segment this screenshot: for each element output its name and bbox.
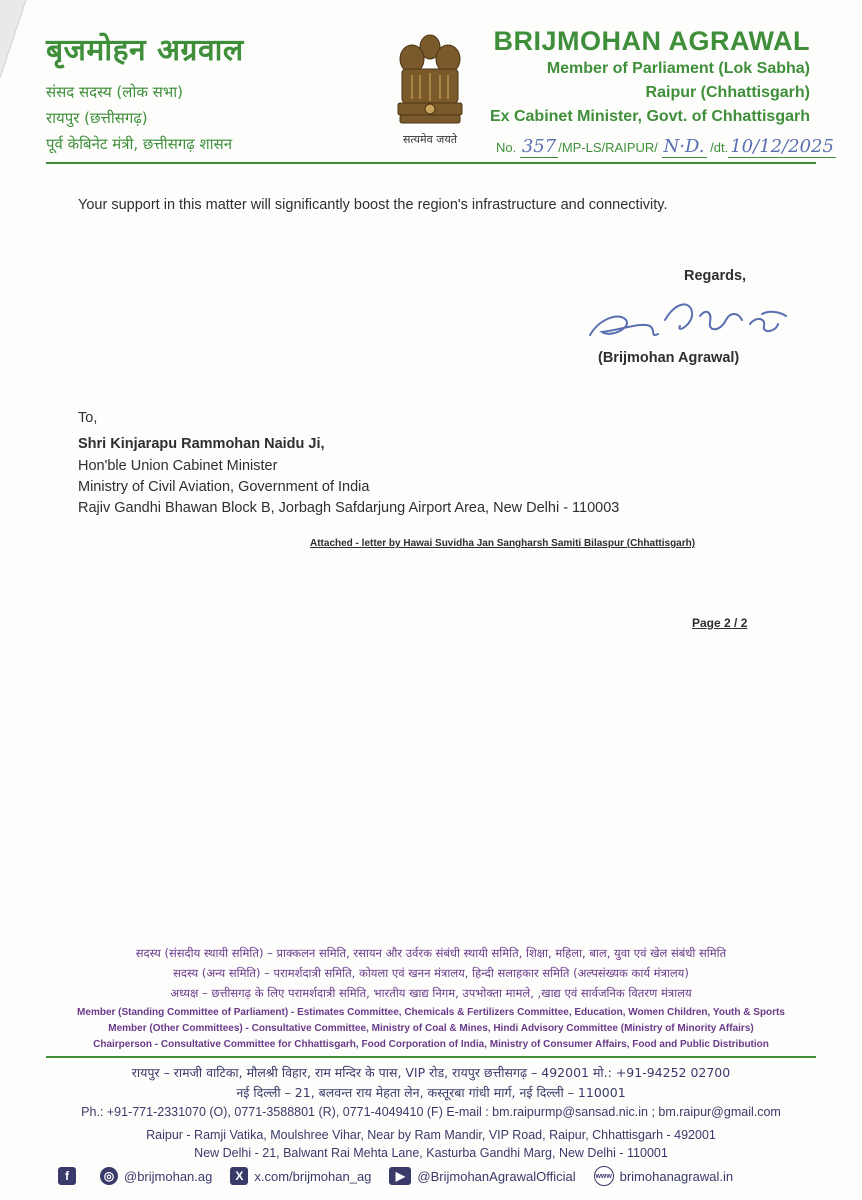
instagram-handle: @brijmohan.ag: [124, 1168, 213, 1184]
footer-committee-hindi-1: सदस्य (संसदीय स्थायी समिति) – प्राक्कलन समिति, रसायन और उर्वरक संबंधी स्थायी समिति, शिक्षा, महिला, बाल, युवा एवं खेल संबंधी समिति: [135, 946, 727, 960]
ref-place: N·D.: [663, 136, 705, 157]
signature-image: [580, 290, 810, 350]
footer-committee-hindi-2: सदस्य (अन्य समिति) – परामर्शदात्री समिति, कोयला एवं खनन मंत्रालय, हिन्दी सलाहकार समिति (अल्पसंख्यक कार्य मंत्रालय): [173, 966, 689, 980]
website-url: brimohanagrawal.in: [619, 1168, 734, 1184]
recipient-ministry: Ministry of Civil Aviation, Government of India: [78, 479, 370, 495]
regards-text: Regards,: [684, 268, 747, 284]
www-icon: www: [594, 1166, 614, 1186]
reference-line: [496, 136, 836, 157]
attachment-note: Attached - letter by Hawai Suvidha Jan Sangharsh Samiti Bilaspur (Chhattisgarh): [310, 538, 696, 549]
social-instagram[interactable]: [100, 1167, 212, 1185]
social-youtube[interactable]: [389, 1167, 575, 1185]
letterhead-location-hindi: रायपुर (छत्तीसगढ़): [46, 109, 148, 127]
recipient-address: Rajiv Gandhi Bhawan Block B, Jorbagh Safdarjung Airport Area, New Delhi - 110003: [78, 500, 620, 516]
letterhead-role-hindi: संसद सदस्य (लोक सभा): [46, 83, 184, 101]
footer-address-delhi-english: New Delhi - 21, Balwant Rai Mehta Lane, Kasturba Gandhi Marg, New Delhi - 110001: [194, 1146, 668, 1160]
youtube-handle: @BrijmohanAgrawalOfficial: [417, 1168, 576, 1184]
support-paragraph: Your support in this matter will significantly boost the region's infrastructure and connectivity.: [78, 197, 668, 213]
x-icon: X: [230, 1167, 248, 1185]
footer-committee-english-2: Member (Other Committees) - Consultative Committee, Ministry of Coal & Mines, Hindi Advisory Committee (Ministry of Minority Affairs): [108, 1023, 754, 1034]
letterhead-role-english: Member of Parliament (Lok Sabha): [546, 60, 810, 77]
social-website[interactable]: [594, 1166, 733, 1186]
footer-address-delhi-hindi: नई दिल्ली – 21, बलवन्त राय मेहता लेन, कस्तूरबा गांधी मार्ग, नई दिल्ली – 110001: [236, 1085, 626, 1100]
footer-committee-hindi-3: अध्यक्ष – छत्तीसगढ़ के लिए परामर्शदात्री समिति, भारतीय खाद्य निगम, उपभोक्ता मामले, ,खाद्य एवं सार्वजनिक वितरण मंत्रालय: [170, 986, 692, 1000]
footer-divider: [46, 1056, 816, 1058]
x-handle: x.com/brijmohan_ag: [254, 1168, 372, 1184]
letterhead-location-english: Raipur (Chhattisgarh): [645, 84, 810, 101]
letterhead-name-hindi: बृजमोहन अग्रवाल: [46, 33, 244, 68]
emblem-motto: सत्यमेव जयते: [402, 133, 457, 146]
instagram-icon: ◎: [100, 1167, 118, 1185]
footer-committee-english-3: Chairperson - Consultative Committee for Chhattisgarh, Food Corporation of India, Ministry of Consumer Affairs, Food and Public Distribution: [93, 1039, 769, 1050]
ref-number: 357: [521, 136, 557, 157]
footer-address-raipur-english: Raipur - Ramji Vatika, Moulshree Vihar, Near by Ram Mandir, VIP Road, Raipur, Chhattisgarh - 492001: [146, 1128, 716, 1142]
national-emblem-icon: [388, 20, 472, 140]
to-label: To,: [78, 410, 98, 426]
letterhead-former-role-hindi: पूर्व केबिनेट मंत्री, छत्तीसगढ़ शासन: [46, 135, 233, 153]
page-number: Page 2 / 2: [692, 616, 748, 630]
youtube-icon: ▶: [389, 1167, 411, 1185]
footer-contact-line: Ph.: +91-771-2331070 (O), 0771-3588801 (R), 0771-4049410 (F) E-mail : bm.raipurmp@sansad.nic.in ; bm.raipur@gmail.com: [81, 1105, 781, 1119]
header-divider: [46, 162, 816, 164]
recipient-title: Hon'ble Union Cabinet Minister: [78, 458, 278, 474]
facebook-icon: f: [58, 1167, 76, 1185]
social-x[interactable]: [230, 1167, 371, 1185]
social-links-row: [58, 1166, 822, 1186]
recipient-name: Shri Kinjarapu Rammohan Naidu Ji,: [78, 436, 325, 452]
footer-committee-english-1: Member (Standing Committee of Parliament) - Estimates Committee, Chemicals & Fertilizers Committee, Education, Women Children, Youth & Sports: [77, 1007, 785, 1018]
ref-date-label: /dt.: [710, 140, 729, 155]
letterhead-former-role-english: Ex Cabinet Minister, Govt. of Chhattisgarh: [489, 108, 810, 125]
footer-address-raipur-hindi: रायपुर – रामजी वाटिका, मौलश्री विहार, राम मन्दिर के पास, VIP रोड, रायपुर छत्तीसगढ़ – 492001 मो.: +91-94252 02700: [131, 1065, 731, 1080]
social-facebook[interactable]: [58, 1167, 82, 1185]
ref-prefix: No.: [496, 140, 517, 155]
ref-date: 10/12/2025: [730, 136, 834, 157]
ref-mid: /MP-LS/RAIPUR/: [558, 140, 658, 155]
signatory-name: (Brijmohan Agrawal): [598, 350, 740, 366]
letterhead-name-english: BRIJMOHAN AGRAWAL: [493, 26, 810, 56]
